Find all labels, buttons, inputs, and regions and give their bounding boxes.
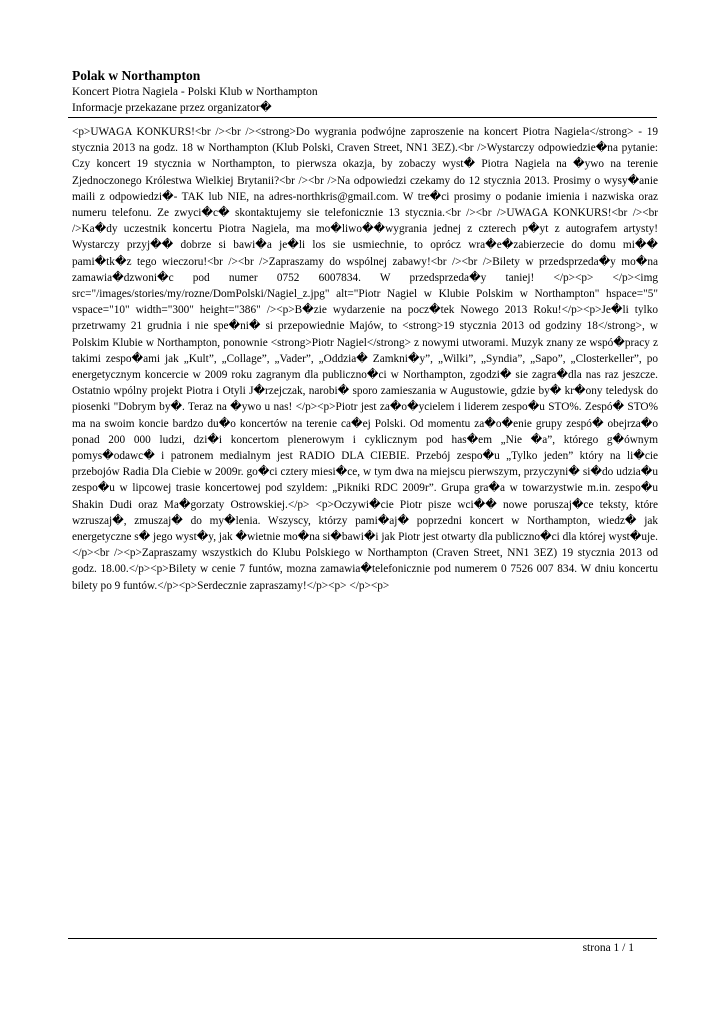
article-body: <p>UWAGA KONKURS!<br /><br /><strong>Do wygrania podwójne zaproszenie na koncert Piotra Nagiela</strong> - 19 stycznia 2013 na godz. 18 w Northampton (Klub Polski, Craven Street, NN1 3EZ).<br />Wystarczy odpowiedzie�na pytanie: Czy koncert 19 stycznia w Northampton, to pierwsza okazja, by zobaczy wyst� Piotra Nagiela na �ywo na terenie Zjednoczonego Królestwa Wielkiej Brytanii?<br /><br />Na odpowiedzi czekamy do 12 stycznia 2013. Prosimy o wysy�anie maili z odpowiedzi�- TAK lub NIE, na adres-northkris@gmail.com. W tre�ci prosimy o podanie imienia i nazwiska oraz numeru telefonu. Ze zwyci�c� skontaktujemy sie telefonicznie 13 stycznia.<br /><br />UWAGA KONKURS!<br /><br />Ka�dy uczestnik koncertu Piotra Nagiela, ma mo�liwo��wygrania jednej z czterech p�yt z autografem artysty! Wystarczy przyj�� dobrze si bawi�a je�li los sie usmiechnie, to oprócz wra�e�zabierzecie do domu mi�� pami�tk�z tego wieczoru!<br /><br />Zapraszamy do wspólnej zabawy!<br /><br />Bilety w przedsprzeda�y mo�na zamawia�dzwoni�c pod numer 0752 6007834. W przedsprzeda�y taniej! </p><p> </p><img src="/images/stories/my/rozne/DomPolski/Nagiel_z.jpg" alt="Piotr Nagiel w Klubie Polskim w Northampton" hspace="5" vspace="10" width="300" height="386" /><p>B�zie wydarzenie na pocz�tek Nowego 2013 Roku!</p><p>Je�li tylko przetrwamy 21 grudnia i nie spe�ni� si przepowiednie Majów, to <strong>19 stycznia 2013 od godziny 18</strong>, w Polskim Klubie w Northampton, ponownie <strong>Piotr Nagiel</strong> z nowymi utworami. Muzyk znany ze wspó�pracy z takimi zespo�ami jak „Kult”, „Collage”, „Vader”, „Oddzia� Zamkni�y”, „Wilki”, „Syndia”, „Sapo”, „Closterkeller”, po energetycznym koncercie w 2009 roku zagranym dla publiczno�ci w Northampton, zgodzi� sie zagra�dla nas raz jeszcze. Ostatnio wpólny projekt Piotra i Otyli J�rzejczak, narobi� sporo zamieszania w Augustowie, gdzie by� kr�ony teledysk do piosenki "Dobrym by�. Teraz na �ywo u nas! </p><p>Piotr jest za�o�ycielem i liderem zespo�u STO%. Zespó� STO% ma na swoim koncie bardzo du�o koncertów na terenie ca�ej Polski. Od momentu za�o�enie grupy zespó� obejrza�o ponad 200 000 ludzi, dzi�i koncertom plenerowym i cyklicznym pod has�em „Nie �a”, którego g�ównym pomys�odawc� i patronem medialnym jest RADIO DLA CIEBIE. Przebój zespo�u „Tylko jeden” który na li�cie przebojów Radia Dla Ciebie w 2009r. go�ci cztery miesi�ce, w tym dwa na miejscu pierwszym, przyczyni� si�do udzia�u zespo�u w lipcowej trasie koncertowej pod szyldem: „Pikniki RDC 2009r”. Grupa gra�a w towarzystwie m.in. zespo�u Shakin Dudi oraz Ma�gorzaty Ostrowskiej.</p> <p>Oczywi�cie Piotr pisze wci�� nowe poruszaj�ce teksty, które wzruszaj�, zmuszaj� do my�lenia. Wszyscy, którzy pami�aj� poprzedni koncert w Northampton, wiedz� jak energetyczne s� jego wyst�y, jak �wietnie mo�na si�bawi�i jak Piotr jest otwarty dla publiczno�ci dla której wyst�uje.</p><br /><p>Zapraszamy wszystkich do Klubu Polskiego w Northampton (Craven Street, NN1 3EZ) 19 stycznia 2013 od godz. 18.00.</p><p>Bilety w cenie 7 funtów, mozna zamawia�telefonicznie pod numerem 0 7526 007 834. W dniu koncertu bilety po 9 funtów.</p><p>Serdecznie zapraszamy!</p><p> </p><p> xyxy=(72,126,658,592)
footer-divider xyxy=(68,938,657,939)
page-number: strona 1 / 1 xyxy=(582,942,634,954)
page-title: Polak w Northampton xyxy=(72,68,201,83)
document-header xyxy=(72,68,655,116)
header-divider xyxy=(68,117,657,118)
organizer-note: Informacje przekazane przez organizator� xyxy=(72,102,272,114)
page-subtitle: Koncert Piotra Nagiela - Polski Klub w Northampton xyxy=(72,86,318,98)
